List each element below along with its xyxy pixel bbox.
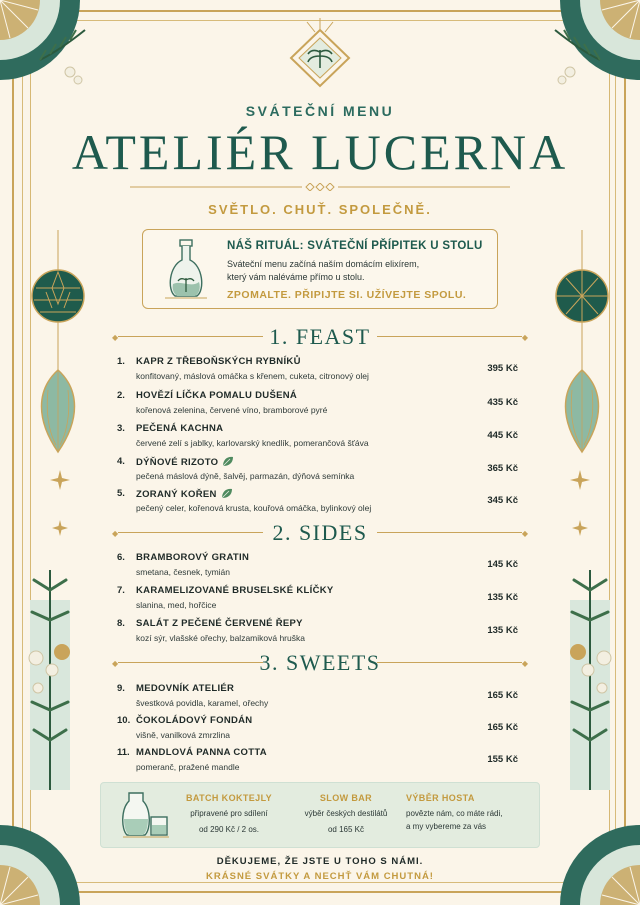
item-description: smetana, česnek, tymián xyxy=(136,567,231,577)
section-feast xyxy=(0,324,640,350)
section-title: 2. SIDES xyxy=(272,520,368,545)
section-diamond-right: ◆ xyxy=(521,659,528,668)
ritual-description xyxy=(227,258,487,284)
slow-bar-title: SLOW BAR xyxy=(319,793,373,803)
menu-item xyxy=(117,356,522,390)
menu-item xyxy=(117,618,522,652)
host-choice-line-1: povězte nám, co máte rádi, xyxy=(406,809,503,818)
item-price: 165 Kč xyxy=(487,690,518,701)
item-name xyxy=(136,456,234,468)
slow-bar-line-2: od 165 Kč xyxy=(327,825,365,834)
item-description: višně, vanilková zmrzlina xyxy=(136,730,231,740)
item-price: 395 Kč xyxy=(487,363,518,374)
batch-cocktails-info xyxy=(179,793,279,836)
ritual-text-line-1: Sváteční menu začíná naším domácím elixírem, xyxy=(227,259,420,269)
menu-item xyxy=(117,456,522,490)
item-number: 2. xyxy=(117,390,125,401)
section-title: 1. FEAST xyxy=(269,324,371,349)
slow-bar-info xyxy=(291,793,401,836)
corner-ornament-top-left xyxy=(0,0,95,95)
item-price: 345 Kč xyxy=(487,495,518,506)
holiday-wish: KRÁSNÉ SVÁTKY A NECHŤ VÁM CHUTNÁ! xyxy=(206,871,434,882)
restaurant-title: ATELIÉR LUCERNA xyxy=(71,124,569,180)
palm-diamond-emblem xyxy=(287,18,353,88)
item-description: pečená máslová dýně, šalvěj, parmazán, dýňová semínka xyxy=(136,471,355,481)
tagline: SVĚTLO. CHUŤ. SPOLEČNĚ. xyxy=(208,202,432,217)
item-name: MEDOVNÍK ATELIÉR xyxy=(136,683,235,694)
section-title: 3. SWEETS xyxy=(259,650,381,675)
item-price: 155 Kč xyxy=(487,754,518,765)
item-price: 365 Kč xyxy=(487,463,518,474)
item-description: červené zelí s jablky, karlovarský knedlík, pomerančová šťáva xyxy=(136,438,369,448)
item-number: 9. xyxy=(117,683,125,694)
section-sides xyxy=(0,520,640,546)
item-price: 135 Kč xyxy=(487,592,518,603)
host-choice-title: VÝBĚR HOSTA xyxy=(406,793,475,803)
item-name-text: ZORANÝ KOŘEN xyxy=(136,489,217,500)
item-name: HOVĚZÍ LÍČKA POMALU DUŠENÁ xyxy=(136,390,298,401)
host-choice-line-2: a my vybereme za vás xyxy=(406,822,487,831)
item-price: 165 Kč xyxy=(487,722,518,733)
ritual-cta: ZPOMALTE. PŘIPIJTE SI. UŽÍVEJTE SPOLU. xyxy=(227,289,467,301)
vegetarian-leaf-icon xyxy=(221,488,233,499)
cocktail-carafe-icon xyxy=(121,789,171,841)
title-divider xyxy=(130,183,510,191)
item-name: BRAMBOROVÝ GRATIN xyxy=(136,552,250,563)
item-name xyxy=(136,488,233,500)
item-price: 445 Kč xyxy=(487,430,518,441)
drinks-info-box xyxy=(100,782,540,848)
menu-item xyxy=(117,683,522,717)
item-price: 135 Kč xyxy=(487,625,518,636)
item-description: konfitovaný, máslová omáčka s křenem, cuketa, citronový olej xyxy=(136,371,369,381)
menu-item xyxy=(117,747,522,781)
batch-cocktails-line-1: připravené pro sdílení xyxy=(190,809,268,818)
item-name: MANDLOVÁ PANNA COTTA xyxy=(136,747,267,758)
section-diamond-right: ◆ xyxy=(521,529,528,538)
section-sweets xyxy=(0,650,640,676)
item-description: kozí sýr, vlašské ořechy, balzamiková hruška xyxy=(136,633,305,643)
item-name: KAPR Z TŘEBOŇSKÝCH RYBNÍKŮ xyxy=(136,356,301,367)
item-number: 5. xyxy=(117,488,125,499)
item-price: 145 Kč xyxy=(487,559,518,570)
section-diamond-left: ◆ xyxy=(112,659,119,668)
ritual-title: NÁŠ RITUÁL: SVÁTEČNÍ PŘÍPITEK U STOLU xyxy=(227,240,483,252)
thank-you-note: DĚKUJEME, ŽE JSTE U TOHO S NÁMI. xyxy=(216,856,424,867)
host-choice-info xyxy=(406,793,516,833)
menu-item xyxy=(117,488,522,522)
right-foliage xyxy=(554,560,624,800)
vegetarian-leaf-icon xyxy=(222,456,234,467)
item-number: 4. xyxy=(117,456,125,467)
batch-cocktails-line-2: od 290 Kč / 2 os. xyxy=(198,825,260,834)
ritual-box xyxy=(142,229,498,309)
item-description: švestková povidla, karamel, ořechy xyxy=(136,698,269,708)
item-number: 8. xyxy=(117,618,125,629)
item-name: ČOKOLÁDOVÝ FONDÁN xyxy=(136,715,253,726)
slow-bar-line-1: výběr českých destilátů xyxy=(304,809,388,818)
item-number: 11. xyxy=(117,747,130,758)
menu-subtitle: SVÁTEČNÍ MENU xyxy=(245,103,395,119)
item-name-text: DÝŇOVÉ RIZOTO xyxy=(136,457,219,468)
item-number: 6. xyxy=(117,552,125,563)
item-price: 435 Kč xyxy=(487,397,518,408)
item-name: KARAMELIZOVANÉ BRUSELSKÉ KLÍČKY xyxy=(136,585,334,596)
elixir-bottle-icon xyxy=(161,238,211,302)
item-number: 3. xyxy=(117,423,125,434)
left-foliage xyxy=(16,560,86,800)
item-name: PEČENÁ KACHNA xyxy=(136,423,224,434)
item-number: 10. xyxy=(117,715,131,726)
section-diamond-left: ◆ xyxy=(112,529,119,538)
menu-item xyxy=(117,390,522,424)
item-name: SALÁT Z PEČENÉ ČERVENÉ ŘEPY xyxy=(136,618,303,629)
item-description: pečený celer, kořenová krusta, kouřová omáčka, bylinkový olej xyxy=(136,503,372,513)
item-description: pomeranč, pražené mandle xyxy=(136,762,240,772)
menu-item xyxy=(117,715,522,749)
item-description: kořenová zelenina, červené víno, bramborové pyré xyxy=(136,405,328,415)
item-number: 1. xyxy=(117,356,125,367)
section-diamond-left: ◆ xyxy=(112,333,119,342)
item-number: 7. xyxy=(117,585,125,596)
ritual-text-line-2: který vám naléváme přímo u stolu. xyxy=(227,272,365,282)
menu-item xyxy=(117,552,522,586)
item-description: slanina, med, hořčice xyxy=(136,600,217,610)
batch-cocktails-title: BATCH KOKTEJLY xyxy=(185,793,273,803)
corner-ornament-top-right xyxy=(545,0,640,95)
section-diamond-right: ◆ xyxy=(521,333,528,342)
menu-item xyxy=(117,585,522,619)
menu-item xyxy=(117,423,522,457)
